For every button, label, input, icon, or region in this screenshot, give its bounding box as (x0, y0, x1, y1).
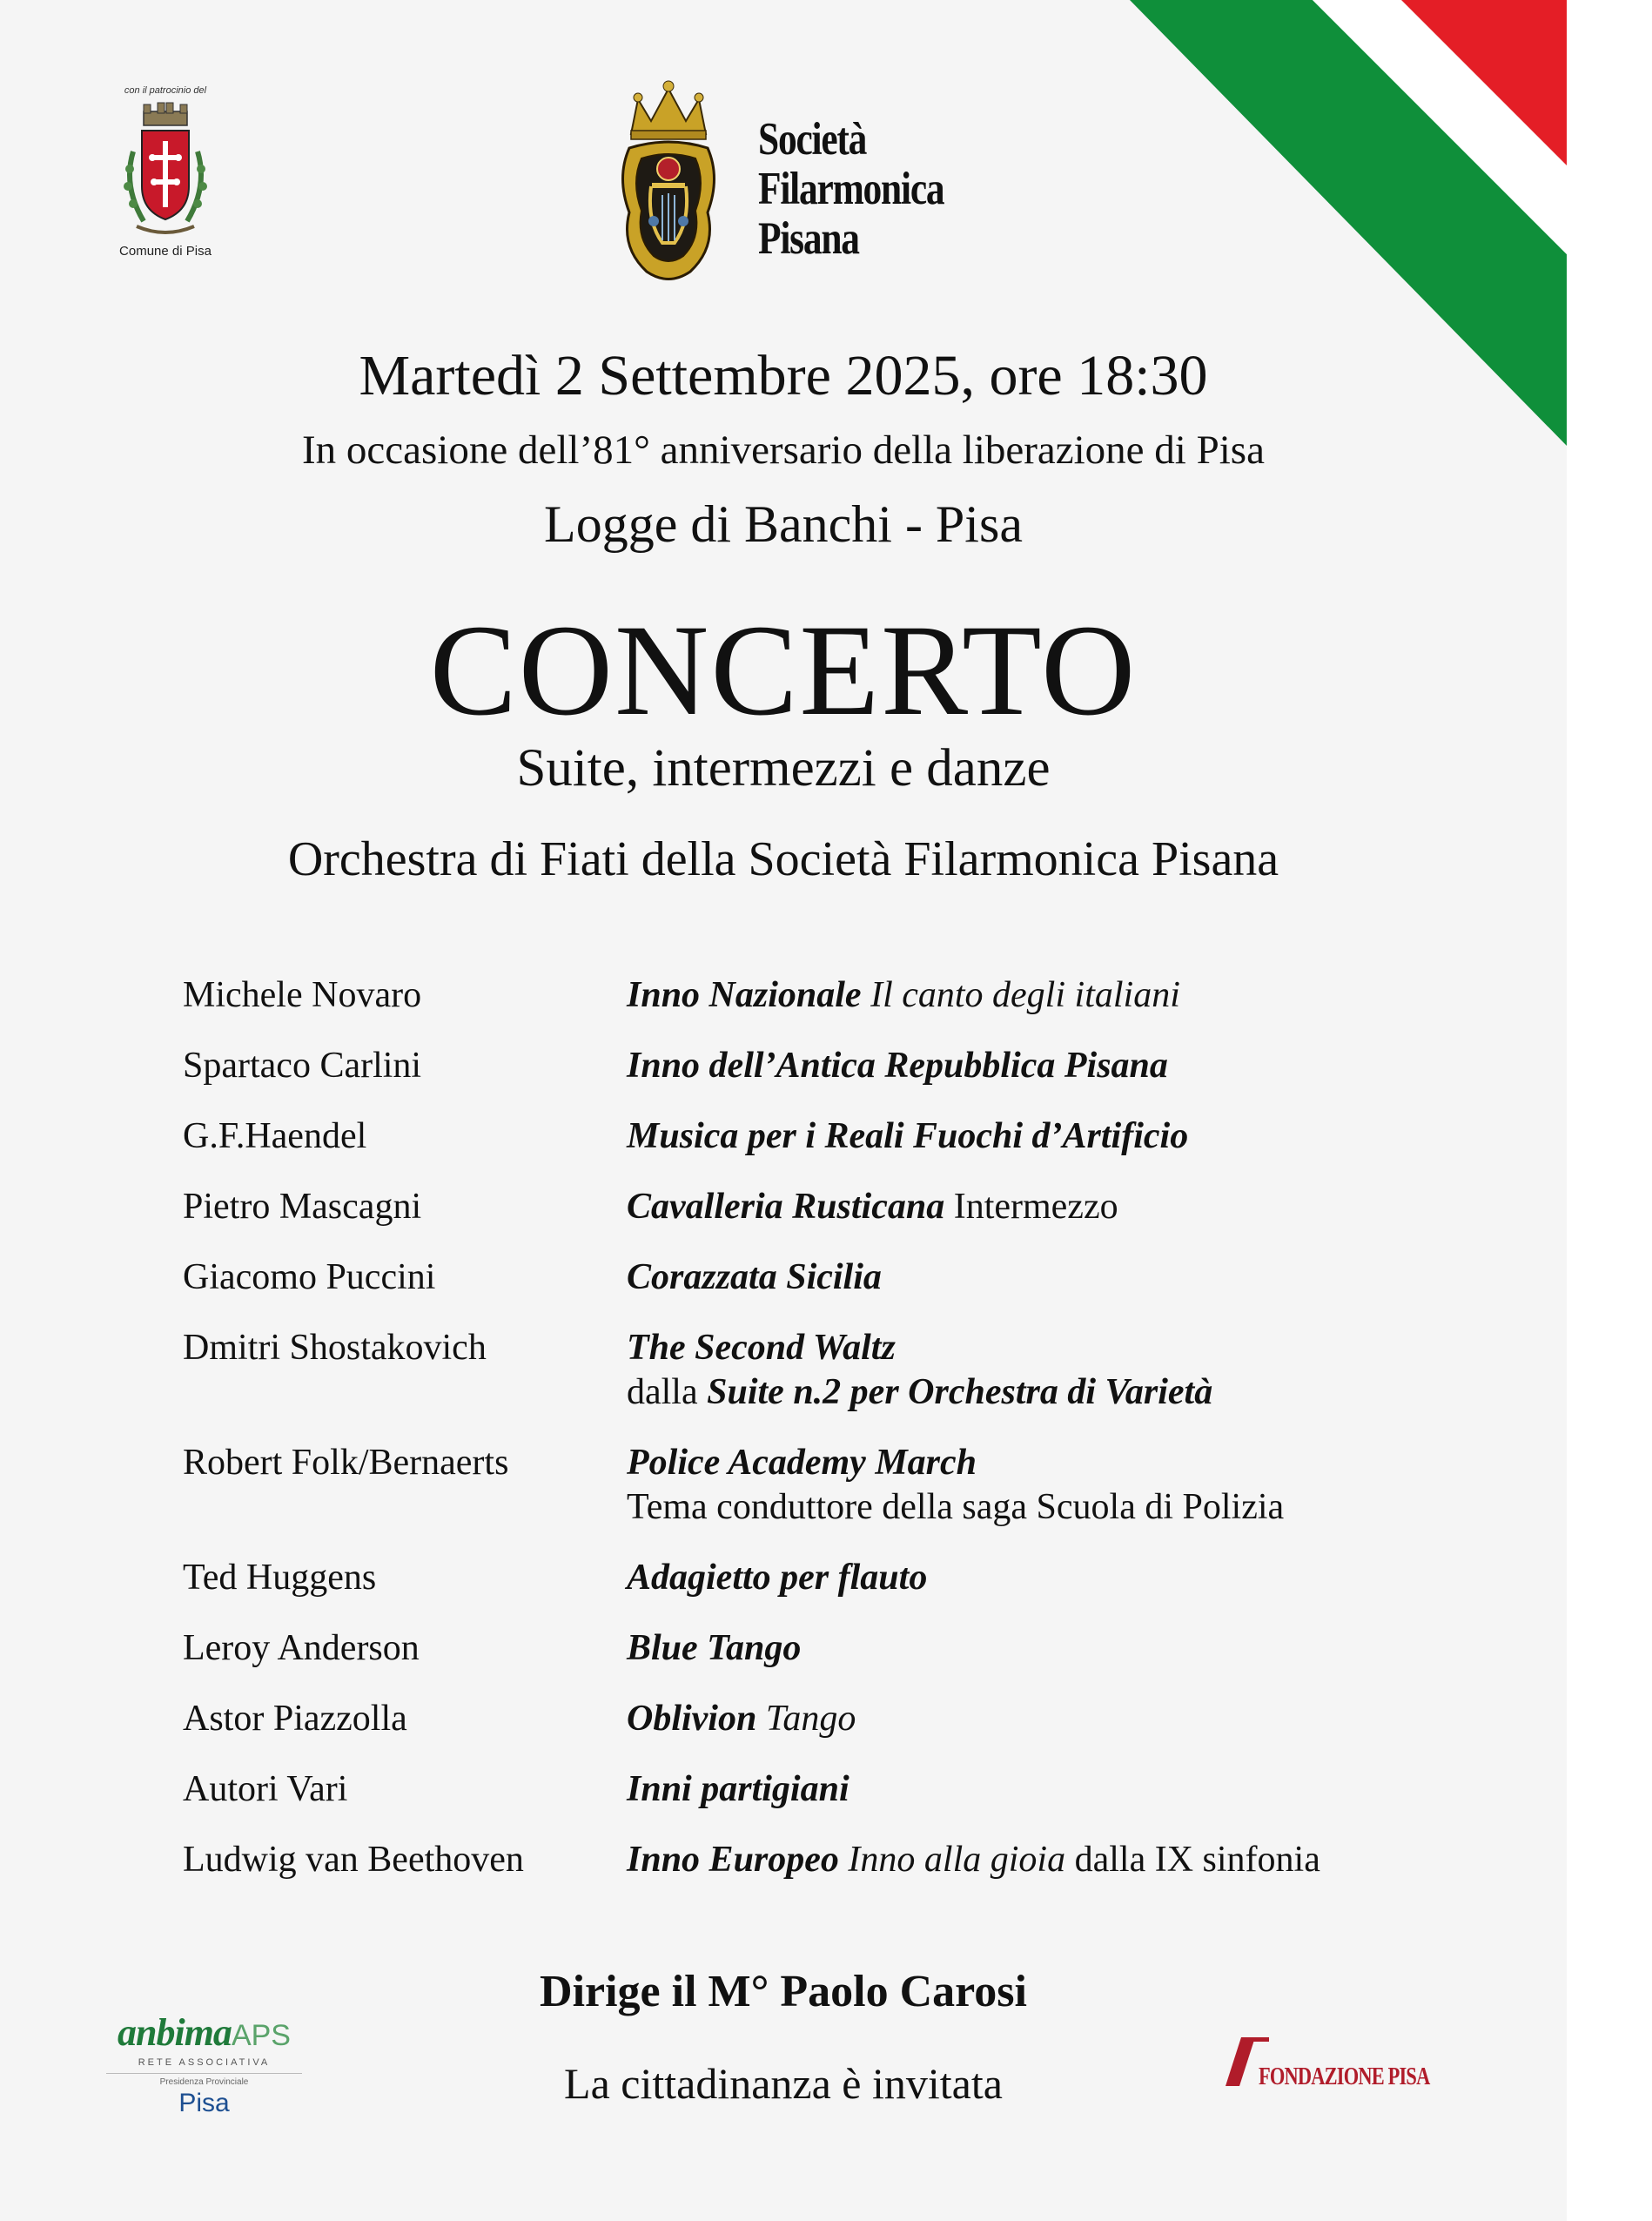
society-logo (612, 73, 995, 291)
event-occasion: In occasione dell’81° anniversario della liberazione di Pisa (302, 427, 1265, 473)
program-work (627, 1325, 1488, 1371)
program-row-continuation (183, 1484, 1488, 1531)
program-work (627, 1696, 1488, 1742)
anbima-logo (106, 2013, 302, 2118)
program-list (183, 973, 1488, 1908)
event-venue: Logge di Banchi - Pisa (544, 495, 1023, 553)
anbima-aps: APS (231, 2019, 291, 2052)
program-composer: Leroy Anderson (183, 1628, 420, 1668)
anbima-brand (106, 2013, 302, 2056)
program-spacer (183, 1019, 1488, 1043)
stemma-comune-icon (118, 99, 213, 240)
program-work-segment: Tango (756, 1699, 856, 1739)
anbima-brand-text: anbima (118, 2011, 232, 2054)
program-work-segment: Tema conduttore della saga Scuola di Polizia (627, 1487, 1285, 1527)
program-work-segment: Inni partigiani (627, 1769, 850, 1809)
program-work-detail (627, 1370, 1488, 1416)
invitation-line: La cittadinanza è invitata (564, 2059, 1003, 2108)
program-composer: Astor Piazzolla (183, 1699, 407, 1739)
society-name-line2: Filarmonica (758, 164, 944, 214)
program-composer: Pietro Mascagni (183, 1187, 422, 1227)
patronage-caption: con il patrocinio del (124, 85, 207, 96)
program-composer-blank (183, 1370, 627, 1416)
program-work (627, 1440, 1488, 1486)
program-composer: Michele Novaro (183, 975, 422, 1015)
program-spacer (183, 1416, 1488, 1440)
program-work-segment: Inno Nazionale (627, 975, 862, 1015)
program-work-segment: Suite n.2 per Orchestra di Varietà (707, 1372, 1213, 1412)
program-spacer (183, 1301, 1488, 1325)
program-work-segment: Oblivion (627, 1699, 757, 1739)
program-row (183, 1325, 1488, 1371)
program-composer: Ludwig van Beethoven (183, 1840, 524, 1880)
program-work (627, 1255, 1488, 1301)
program-composer-blank (183, 1484, 627, 1531)
program-work (627, 1625, 1488, 1672)
program-work (627, 1555, 1488, 1601)
program-work (627, 973, 1488, 1019)
program-row (183, 1837, 1488, 1883)
program-work-segment: Musica per i Reali Fuochi d’Artificio (627, 1116, 1189, 1156)
anbima-presidenza: Presidenza Provinciale (159, 2077, 249, 2087)
society-name-line1: Società (758, 114, 867, 165)
program-work-segment: Inno dell’Antica Repubblica Pisana (627, 1046, 1168, 1086)
program-work (627, 1184, 1488, 1230)
program-work-segment: Cavalleria Rusticana (627, 1187, 945, 1227)
program-work-segment: dalla IX sinfonia (1065, 1840, 1320, 1880)
program-work-segment: dalla (627, 1372, 708, 1412)
program-row (183, 1184, 1488, 1230)
lyre-crest-icon (612, 73, 725, 286)
program-work (627, 1114, 1488, 1160)
program-row (183, 1043, 1488, 1089)
program-spacer (183, 1601, 1488, 1625)
program-spacer (183, 1813, 1488, 1837)
program-row (183, 1255, 1488, 1301)
program-work (627, 1043, 1488, 1089)
director-line: Dirige il M° Paolo Carosi (540, 1967, 1027, 2016)
event-date: Martedì 2 Settembre 2025, ore 18:30 (359, 344, 1208, 407)
fondazione-name: FONDAZIONE PISA (1259, 2063, 1430, 2090)
program-composer: Giacomo Puccini (183, 1257, 436, 1297)
patronage-comune: Comune di Pisa (119, 244, 212, 259)
program-work-segment: Blue Tango (627, 1628, 802, 1668)
program-work-segment: Intermezzo (944, 1187, 1118, 1227)
fondazione-pisa-logo (1226, 2029, 1434, 2090)
program-row-continuation (183, 1370, 1488, 1416)
program-row (183, 1440, 1488, 1486)
program-row (183, 1114, 1488, 1160)
program-row (183, 1625, 1488, 1672)
anbima-divider (106, 2073, 302, 2074)
program-work (627, 1837, 1488, 1883)
concert-title: CONCERTO (429, 598, 1138, 743)
orchestra-name: Orchestra di Fiati della Società Filarmonica Pisana (287, 832, 1279, 886)
program-work (627, 1767, 1488, 1813)
anbima-city: Pisa (178, 2089, 230, 2117)
program-work-segment: The Second Waltz (627, 1328, 896, 1368)
patronage-block (91, 85, 239, 259)
program-row (183, 1696, 1488, 1742)
program-composer: Dmitri Shostakovich (183, 1328, 487, 1368)
program-composer: G.F.Haendel (183, 1116, 367, 1156)
society-name (758, 115, 944, 264)
program-composer: Ted Huggens (183, 1558, 377, 1598)
program-row (183, 973, 1488, 1019)
program-composer: Spartaco Carlini (183, 1046, 422, 1086)
program-work-segment: Corazzata Sicilia (627, 1257, 882, 1297)
program-spacer (183, 1160, 1488, 1184)
program-row (183, 1555, 1488, 1601)
program-work-segment: Inno Europeo (627, 1840, 839, 1880)
program-spacer (183, 1089, 1488, 1114)
program-row (183, 1767, 1488, 1813)
program-spacer (183, 1531, 1488, 1555)
program-spacer (183, 1230, 1488, 1255)
program-work-segment: Il canto degli italiani (861, 975, 1180, 1015)
program-work-segment: Police Academy March (627, 1443, 977, 1483)
program-composer: Robert Folk/Bernaerts (183, 1443, 509, 1483)
society-name-line3: Pisana (758, 213, 859, 264)
program-composer: Autori Vari (183, 1769, 348, 1809)
concert-subtitle: Suite, intermezzi e danze (516, 739, 1051, 798)
program-work-segment: Inno alla gioia (838, 1840, 1066, 1880)
program-spacer (183, 1883, 1488, 1908)
program-work-detail (627, 1484, 1488, 1531)
anbima-rete: RETE ASSOCIATIVA (138, 2057, 271, 2068)
program-spacer (183, 1672, 1488, 1696)
program-work-segment: Adagietto per flauto (627, 1558, 928, 1598)
program-spacer (183, 1742, 1488, 1767)
